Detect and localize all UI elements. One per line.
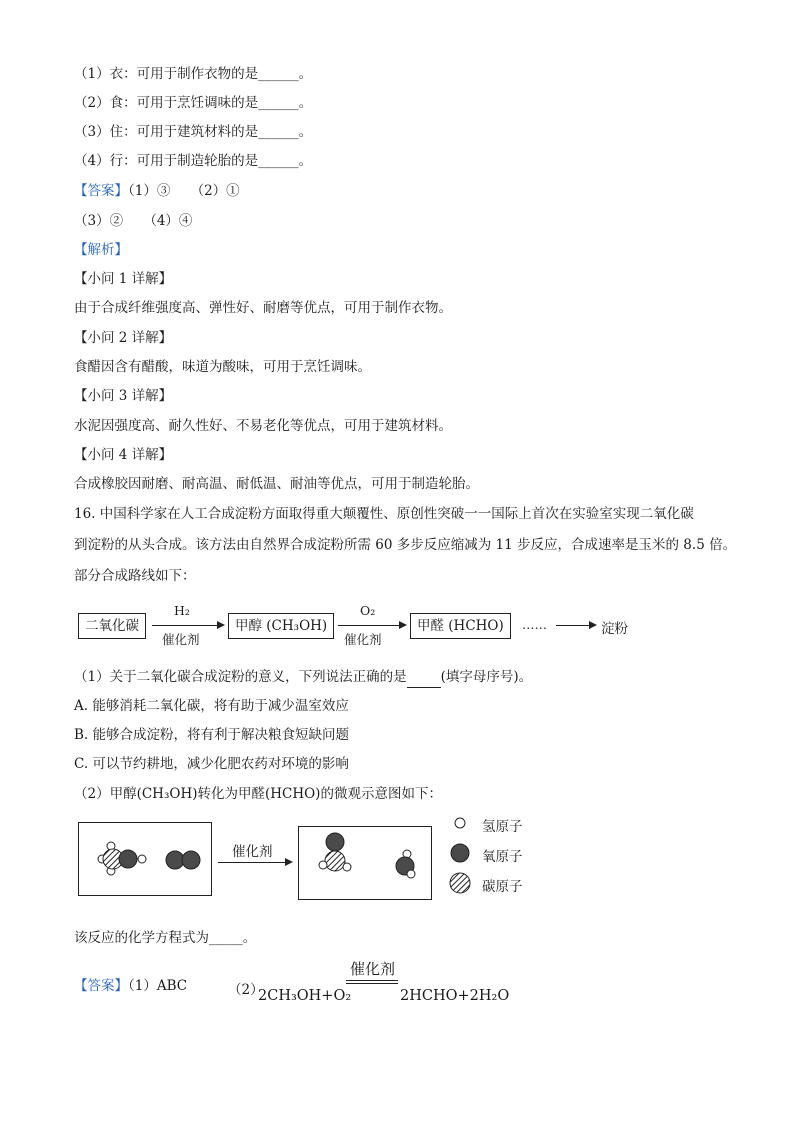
- analysis-part-3-body: 水泥因强度高、耐久性好、不易老化等优点，可用于建筑材料。: [74, 418, 452, 434]
- answer-blank: [407, 667, 441, 688]
- analysis-part-2-head: 【小问 2 详解】: [74, 330, 173, 346]
- hydrogen-atom-icon: [319, 861, 327, 869]
- arrow-right-icon: [217, 621, 225, 629]
- option-b: B. 能够合成淀粉，将有利于解决粮食短缺问题: [74, 727, 350, 743]
- arrow-right-icon: [285, 858, 293, 866]
- answer-15-line-1: [74, 181, 240, 201]
- answer-16-part-1: （1）ABC: [128, 978, 188, 994]
- route-dots: ……: [522, 617, 547, 632]
- answer-15-text-1: （1）③ （2）①: [128, 183, 240, 199]
- equation-condition: 催化剂: [350, 960, 396, 978]
- answer-label: 【答案】: [74, 978, 128, 994]
- equation-double-line-bottom: [346, 983, 398, 984]
- option-a: A. 能够消耗二氧化碳，将有助于减少温室效应: [74, 698, 349, 714]
- answer-15-line-2: （3）② （4）④: [74, 213, 193, 229]
- arrow-right-icon: [399, 621, 407, 629]
- route-arrow-1-top: H₂: [174, 603, 190, 618]
- equation-right: 2HCHO+2H₂O: [400, 988, 510, 1004]
- equation-double-line-top: [346, 980, 398, 981]
- arrow-right-icon: [589, 621, 597, 629]
- diagram-arrow: [218, 862, 286, 863]
- carbon-atom-icon: [450, 873, 470, 893]
- reactant-frame: [78, 822, 212, 896]
- question-16-intro-3: 部分合成路线如下：: [74, 568, 196, 584]
- question-16-intro-1: 16. 中国科学家在人工合成淀粉方面取得重大颠覆性、原创性突破一一国际上首次在实验室实现二氧化碳: [74, 506, 694, 522]
- reactant-molecules: [79, 823, 211, 895]
- legend-oxygen-label: 氧原子: [482, 849, 523, 865]
- route-box-formaldehyde: 甲醛 (HCHO): [410, 613, 511, 639]
- product-molecules: [299, 827, 431, 899]
- route-arrow-2-bottom: 催化剂: [344, 632, 382, 647]
- equation-prompt: 该反应的化学方程式为_____。: [74, 930, 257, 946]
- hydrogen-atom-icon: [407, 870, 415, 878]
- route-arrow-2-top: O₂: [360, 603, 376, 618]
- legend-hydrogen-label: 氢原子: [482, 819, 523, 835]
- question-15-2: （2）食：可用于烹饪调味的是______。: [74, 95, 313, 111]
- question-16-intro-2: 到淀粉的从头合成。该方法由自然界合成淀粉所需 60 多步反应缩减为 11 步反应，合成速率是玉米的 8.5 倍。: [74, 537, 737, 553]
- analysis-part-1-head: 【小问 1 详解】: [74, 271, 173, 287]
- oxygen-atom-icon: [451, 844, 469, 862]
- option-c: C. 可以节约耕地，减少化肥农药对环境的影响: [74, 756, 349, 772]
- question-15-3: （3）住：可用于建筑材料的是______。: [74, 124, 313, 140]
- question-15-4: （4）行：可用于制造轮胎的是______。: [74, 153, 313, 169]
- carbon-atom-icon: [325, 851, 345, 871]
- route-box-methanol: 甲醇 (CH₃OH): [228, 613, 334, 639]
- route-arrow-3: [556, 625, 590, 626]
- answer-16-line: [74, 976, 187, 996]
- legend-carbon-label: 碳原子: [482, 879, 523, 895]
- question-16-2: （2）甲醇(CH₃OH)转化为甲醛(HCHO)的微观示意图如下：: [74, 786, 442, 802]
- diagram-legend-icons: [446, 812, 476, 896]
- oxygen-atom-icon: [326, 833, 344, 851]
- hydrogen-atom-icon: [138, 855, 146, 863]
- answer-label: 【答案】: [74, 183, 128, 199]
- route-arrow-1: [152, 625, 218, 626]
- analysis-part-1-body: 由于合成纤维强度高、弹性好、耐磨等优点，可用于制作衣物。: [74, 300, 452, 316]
- question-16-1: [74, 667, 532, 688]
- hydrogen-atom-icon: [455, 818, 465, 828]
- product-frame: [298, 826, 432, 900]
- analysis-part-4-head: 【小问 4 详解】: [74, 447, 173, 463]
- analysis-part-2-body: 食醋因含有醋酸，味道为酸味，可用于烹饪调味。: [74, 359, 371, 375]
- analysis-part-3-head: 【小问 3 详解】: [74, 388, 173, 404]
- question-15-1: （1）衣：可用于制作衣物的是______。: [74, 66, 313, 82]
- question-16-1-suffix: (填字母序号)。: [440, 669, 533, 685]
- route-arrow-1-bottom: 催化剂: [162, 632, 200, 647]
- route-box-co2: 二氧化碳: [78, 613, 146, 639]
- oxygen-atom-icon: [182, 851, 200, 869]
- route-end-starch: 淀粉: [601, 621, 628, 637]
- route-arrow-2: [338, 625, 400, 626]
- hydrogen-atom-icon: [343, 863, 351, 871]
- analysis-part-4-body: 合成橡胶因耐磨、耐高温、耐低温、耐油等优点，可用于制造轮胎。: [74, 476, 479, 492]
- equation-left: 2CH₃OH+O₂: [258, 988, 352, 1004]
- oxygen-atom-icon: [166, 851, 184, 869]
- analysis-label: 【解析】: [74, 242, 128, 258]
- oxygen-atom-icon: [119, 850, 137, 868]
- answer-16-part-2-num: （2）: [228, 982, 264, 998]
- diagram-catalyst-label: 催化剂: [232, 844, 273, 860]
- question-16-1-prefix: （1）关于二氧化碳合成淀粉的意义，下列说法正确的是: [74, 669, 407, 685]
